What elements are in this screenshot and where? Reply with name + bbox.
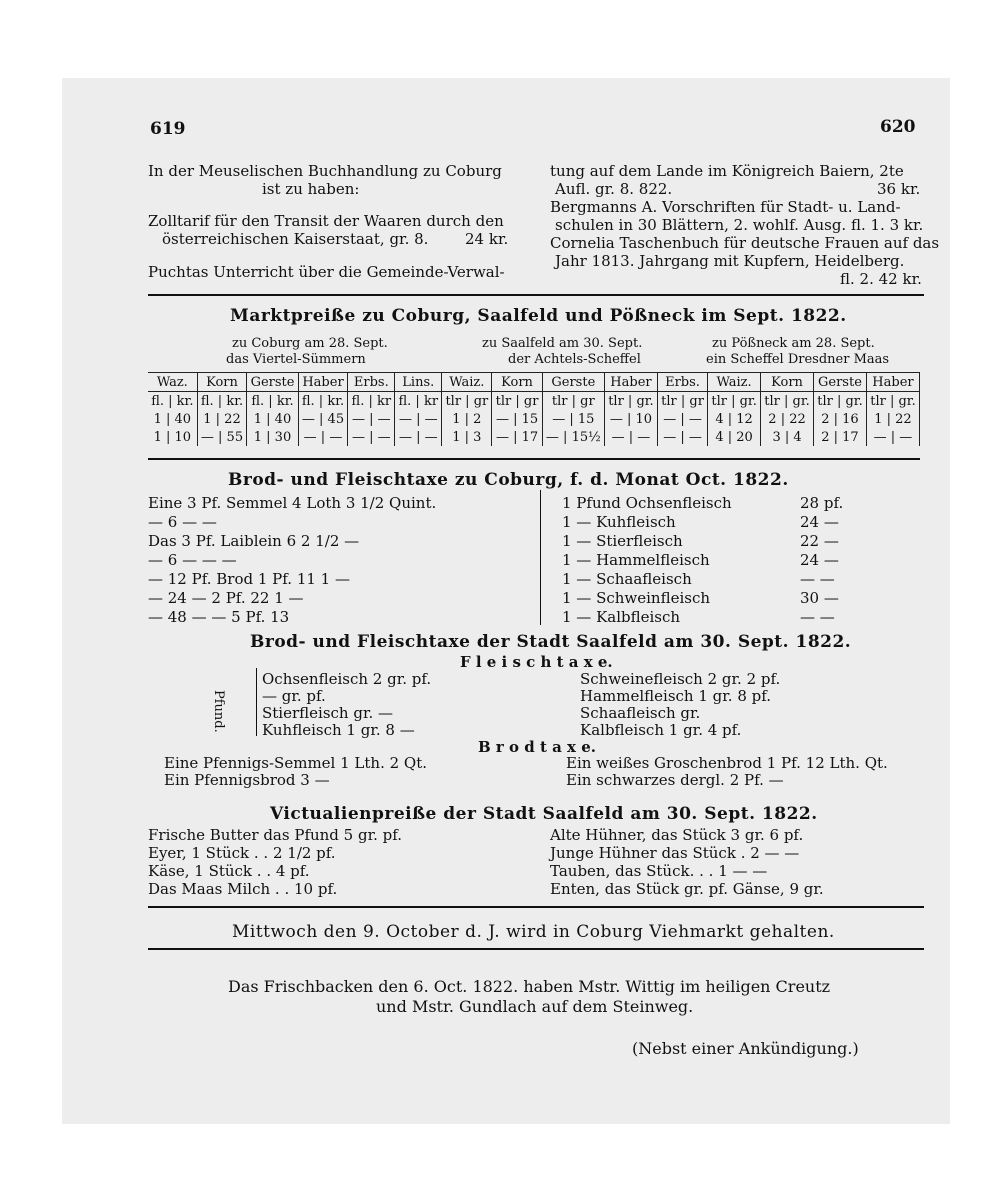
price-cell: — | — [348,428,395,446]
price-cell: — | — [657,410,707,428]
unit-cell: fl. | kr. [197,392,247,411]
column-divider [540,490,541,625]
ad-right-4: schulen in 30 Blättern, 2. wohlf. Ausg. fl. 1. 3 kr. [555,216,924,234]
unit-cell: tlr | gr. [866,392,919,411]
ad-puchta: Puchtas Unterricht über die Gemeinde-Verwal- [148,263,505,281]
price-cell: 4 | 12 [708,410,761,428]
col-header: Korn [197,373,247,392]
coburg-meat-price: 24 — [800,551,839,569]
price-cell: 1 | 40 [148,410,197,428]
victualien-left: Käse, 1 Stück . . 4 pf. [148,862,310,880]
price-cell: 2 | 22 [761,410,814,428]
col-header: Gerste [542,373,604,392]
coburg-meat-item: 1 — Schaafleisch [562,570,692,588]
unit-cell: fl. | kr [348,392,395,411]
markt-unit-row [148,392,920,411]
col-header: Korn [492,373,542,392]
coburg-bread-line: — 6 — — [148,513,217,531]
saalfeld-meat-right: Schweinefleisch 2 gr. 2 pf. [580,670,781,688]
col-header: Erbs. [348,373,395,392]
saalfeld-meat-right: Hammelfleisch 1 gr. 8 pf. [580,687,772,705]
price-cell: 1 | 10 [148,428,197,446]
victualien-left: Frische Butter das Pfund 5 gr. pf. [148,826,403,844]
markt-table [148,372,920,446]
coburg-meat-price: 28 pf. [800,494,844,512]
col-header: Erbs. [657,373,707,392]
unit-cell: tlr | gr. [814,392,867,411]
saalfeld-meat-right: Schaafleisch gr. [580,704,701,722]
col-header: Gerste [247,373,298,392]
markt-coburg: zu Coburg am 28. Sept. [232,336,388,351]
price-cell: — | 15½ [542,428,604,446]
unit-cell: tlr | gr [657,392,707,411]
unit-cell: fl. | kr. [247,392,298,411]
saalfeld-meat-left: Stierfleisch gr. — [262,704,394,722]
coburg-meat-item: 1 — Kuhfleisch [562,513,676,531]
markt-coburg-2: das Viertel-Sümmern [226,352,366,367]
unit-cell: tlr | gr. [761,392,814,411]
price-cell: 2 | 16 [814,410,867,428]
price-cell: — | 55 [197,428,247,446]
price-cell: — | — [348,410,395,428]
unit-cell: tlr | gr. [708,392,761,411]
victualien-left: Eyer, 1 Stück . . 2 1/2 pf. [148,844,336,862]
unit-cell: tlr | gr [542,392,604,411]
victualien-right: Junge Hühner das Stück . 2 — — [550,844,800,862]
coburg-bread-line: Das 3 Pf. Laiblein 6 2 1/2 — [148,532,360,550]
price-cell: 1 | 3 [442,428,492,446]
page-number-right: 620 [880,117,916,137]
price-cell: 1 | 30 [247,428,298,446]
price-cell: 1 | 2 [442,410,492,428]
price-cell: 1 | 40 [247,410,298,428]
saalfeld-bread: Eine Pfennigs-Semmel 1 Lth. 2 Qt. [164,754,428,772]
coburg-meat-item: 1 — Kalbfleisch [562,608,681,626]
rule [148,294,924,296]
price-cell: — | — [657,428,707,446]
markt-saalfeld: zu Saalfeld am 30. Sept. [482,336,643,351]
coburg-bread-line: Eine 3 Pf. Semmel 4 Loth 3 1/2 Quint. [148,494,437,512]
markt-title: Marktpreiße zu Coburg, Saalfeld und Pößneck im Sept. 1822. [230,306,847,326]
price-cell: — | 15 [542,410,604,428]
markt-header-row [148,373,920,392]
saalfeld-meat-right: Kalbfleisch 1 gr. 4 pf. [580,721,742,739]
coburg-meat-price: 24 — [800,513,839,531]
ad-zolltarif: Zolltarif für den Transit der Waaren durch den [148,212,504,230]
coburg-bread-line: — 48 — — 5 Pf. 13 [148,608,290,626]
viehmarkt-notice: Mittwoch den 9. October d. J. wird in Coburg Viehmarkt gehalten. [232,922,835,942]
markt-row-2 [148,428,920,446]
coburg-bread-line: — 6 — — — [148,551,237,569]
price-cell: — | — [298,428,348,446]
ad-zolltarif-price: 24 kr. [465,230,509,248]
coburg-meat-item: 1 Pfund Ochsenfleisch [562,494,732,512]
price-cell: — | 45 [298,410,348,428]
coburg-bread-line: — 12 Pf. Brod 1 Pf. 11 1 — [148,570,350,588]
ad-right-2: Aufl. gr. 8. 822. [555,180,673,198]
saalfeld-meat-left: Kuhfleisch 1 gr. 8 — [262,721,415,739]
victualien-right: Alte Hühner, das Stück 3 gr. 6 pf. [550,826,804,844]
col-header: Lins. [395,373,442,392]
unit-cell: tlr | gr [442,392,492,411]
unit-cell: fl. | kr. [148,392,197,411]
markt-poessneck-2: ein Scheffel Dresdner Maas [706,352,890,367]
ad-right-5: Cornelia Taschenbuch für deutsche Frauen auf das [550,234,940,252]
coburg-meat-price: — — [800,608,835,626]
price-cell: — | — [395,428,442,446]
ad-right-3: Bergmanns A. Vorschriften für Stadt- u. Land- [550,198,901,216]
saalfeld-bread: Ein schwarzes dergl. 2 Pf. — [566,771,784,789]
price-cell: 1 | 22 [866,410,919,428]
coburg-meat-price: 30 — [800,589,839,607]
col-header: Haber [866,373,919,392]
coburg-meat-item: 1 — Stierfleisch [562,532,683,550]
beilage-note: (Nebst einer Ankündigung.) [632,1039,859,1058]
brod-saalfeld-title: Brod- und Fleischtaxe der Stadt Saalfeld am 30. Sept. 1822. [250,632,852,652]
ad-right-2-price: 36 kr. [877,180,921,198]
price-cell: — | — [604,428,657,446]
frischbacken-notice: Das Frischbacken den 6. Oct. 1822. haben Mstr. Wittig im heiligen Creutz [228,977,831,996]
ad-heading-2: ist zu haben: [262,180,360,198]
saalfeld-meat-left: — gr. pf. [262,687,326,705]
fleischtaxe-label: F l e i s c h t a x e. [460,653,613,671]
col-header: Waz. [148,373,197,392]
coburg-meat-item: 1 — Hammelfleisch [562,551,710,569]
ad-zolltarif-2: österreichischen Kaiserstaat, gr. 8. [162,230,429,248]
rule [148,458,920,460]
markt-row-1 [148,410,920,428]
col-header: Haber [604,373,657,392]
ad-right-6-price: fl. 2. 42 kr. [840,270,922,288]
brodtaxe-label: B r o d t a x e. [478,738,596,756]
pfund-label: Pfund. [211,690,226,733]
bracket [256,668,257,736]
markt-saalfeld-2: der Achtels-Scheffel [508,352,641,367]
col-header: Gerste [814,373,867,392]
col-header: Waiz. [708,373,761,392]
unit-cell: tlr | gr. [604,392,657,411]
col-header: Haber [298,373,348,392]
page-number-left: 619 [150,119,186,139]
victualien-left: Das Maas Milch . . 10 pf. [148,880,338,898]
coburg-meat-price: — — [800,570,835,588]
rule [148,906,924,908]
price-cell: — | 10 [604,410,657,428]
victualien-title: Victualienpreiße der Stadt Saalfeld am 30. Sept. 1822. [270,804,818,824]
ad-heading: In der Meuselischen Buchhandlung zu Coburg [148,162,502,180]
coburg-bread-line: — 24 — 2 Pf. 22 1 — [148,589,304,607]
frischbacken-notice-2: und Mstr. Gundlach auf dem Steinweg. [376,997,694,1016]
saalfeld-bread: Ein weißes Groschenbrod 1 Pf. 12 Lth. Qt. [566,754,888,772]
victualien-right: Tauben, das Stück. . . 1 — — [550,862,768,880]
price-cell: 1 | 22 [197,410,247,428]
unit-cell: fl. | kr [395,392,442,411]
price-cell: 2 | 17 [814,428,867,446]
saalfeld-meat-left: Ochsenfleisch 2 gr. pf. [262,670,432,688]
saalfeld-bread: Ein Pfennigsbrod 3 — [164,771,330,789]
price-cell: — | 15 [492,410,542,428]
price-cell: 3 | 4 [761,428,814,446]
ad-right-6: Jahr 1813. Jahrgang mit Kupfern, Heidelberg. [555,252,905,270]
col-header: Waiz. [442,373,492,392]
unit-cell: tlr | gr [492,392,542,411]
coburg-meat-item: 1 — Schweinfleisch [562,589,711,607]
ad-right-1: tung auf dem Lande im Königreich Baiern, 2te [550,162,904,180]
price-cell: — | 17 [492,428,542,446]
markt-poessneck: zu Pößneck am 28. Sept. [712,336,875,351]
price-cell: — | — [866,428,919,446]
coburg-meat-price: 22 — [800,532,839,550]
price-cell: — | — [395,410,442,428]
victualien-right: Enten, das Stück gr. pf. Gänse, 9 gr. [550,880,824,898]
brod-coburg-title: Brod- und Fleischtaxe zu Coburg, f. d. Monat Oct. 1822. [228,470,789,490]
price-cell: 4 | 20 [708,428,761,446]
unit-cell: fl. | kr. [298,392,348,411]
col-header: Korn [761,373,814,392]
rule [148,948,924,950]
